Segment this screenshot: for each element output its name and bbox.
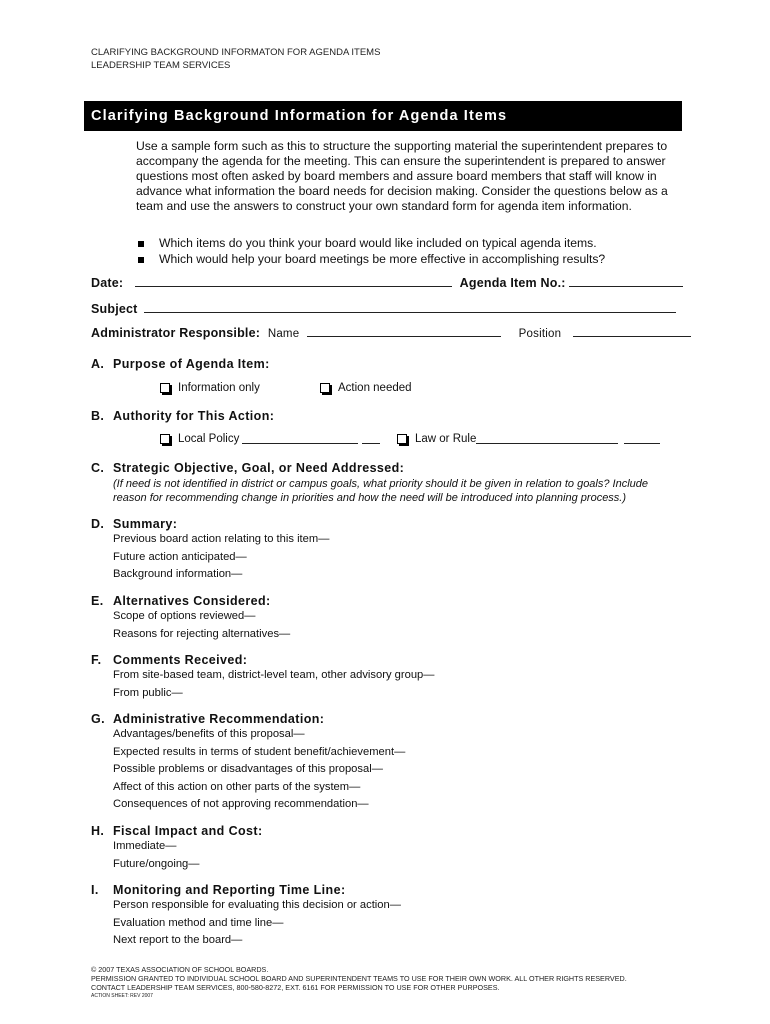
list-item: Evaluation method and time line— <box>113 916 284 929</box>
agenda-item-label: Agenda Item No.: <box>459 276 566 290</box>
section-e-items <box>113 608 290 643</box>
list-item: Previous board action relating to this item— <box>113 533 330 545</box>
subject-label: Subject <box>91 302 138 316</box>
date-row <box>91 276 679 290</box>
section-i-items <box>113 897 401 950</box>
bullet-item: Which items do you think your board would like included on typical agenda items. <box>136 236 676 252</box>
section-g-title: G. Administrative Recommendation: <box>91 712 325 726</box>
list-item: Expected results in terms of student benefit/achievement— <box>113 745 406 758</box>
list-item: Advantages/benefits of this proposal— <box>113 728 305 740</box>
list-item: Scope of options reviewed— <box>113 610 256 622</box>
section-h-title: H. Fiscal Impact and Cost: <box>91 824 263 838</box>
bullet-list <box>136 236 676 267</box>
footer-line: CONTACT LEADERSHIP TEAM SERVICES, 800-580-8272, EXT. 6161 FOR PERMISSION TO USE FOR OTHER PURPOSES. <box>91 983 500 992</box>
date-field[interactable] <box>135 277 452 287</box>
subject-row <box>91 302 679 316</box>
section-d-items <box>113 531 329 584</box>
bullet-item: Which would help your board meetings be more effective in accomplishing results? <box>136 252 676 268</box>
agenda-item-field[interactable] <box>569 277 683 287</box>
footer-line: © 2007 TEXAS ASSOCIATION OF SCHOOL BOARDS. <box>91 965 269 974</box>
section-e-title: E. Alternatives Considered: <box>91 594 271 608</box>
name-label: Name <box>267 328 300 340</box>
date-label: Date: <box>91 276 124 290</box>
law-or-rule-field-extra[interactable] <box>624 434 660 444</box>
section-a-title: A. Purpose of Agenda Item: <box>91 357 270 371</box>
section-h-items <box>113 838 199 873</box>
list-item: Next report to the board— <box>113 934 243 946</box>
list-item: Future/ongoing— <box>113 857 200 870</box>
administrator-label: Administrator Responsible: <box>91 326 261 340</box>
list-item: Background information— <box>113 568 243 580</box>
section-f-items <box>113 667 434 702</box>
name-field[interactable] <box>307 327 501 337</box>
list-item: Consequences of not approving recommendation— <box>113 798 369 810</box>
checkbox-icon <box>160 434 170 444</box>
list-item: Possible problems or disadvantages of this proposal— <box>113 763 383 775</box>
checkbox-icon <box>397 434 407 444</box>
checkbox-icon <box>160 383 170 393</box>
section-i-title: I. Monitoring and Reporting Time Line: <box>91 883 346 897</box>
list-item: From public— <box>113 686 183 699</box>
checkbox-local-policy[interactable]: Local Policy <box>160 433 380 445</box>
list-item: Person responsible for evaluating this decision or action— <box>113 899 401 911</box>
running-header <box>91 46 380 72</box>
list-item: Immediate— <box>113 840 177 852</box>
list-item: Reasons for rejecting alternatives— <box>113 627 291 640</box>
checkbox-information-only[interactable]: Information only <box>160 382 260 394</box>
section-f-title: F. Comments Received: <box>91 653 248 667</box>
section-d-title: D. Summary: <box>91 517 178 531</box>
footer-line: ACTION SHEET: REV 2007 <box>91 993 153 999</box>
list-item: Future action anticipated— <box>113 550 247 563</box>
footer <box>91 965 627 1001</box>
section-c-note: (If need is not identified in district or campus goals, what priority should it be given in relation to goals? Include reason for recommending change in priorities and how the need will be introduced into planning process.) <box>113 478 649 504</box>
intro-paragraph: Use a sample form such as this to structure the supporting material the superintendent prepares to accompany the agenda for the meeting. This can ensure the superintendent is prepared to answer questions most often asked by board members and assure board members that staff will know in advance what information the board needs for decision making. Consider the questions below as a team and use the answers to construct your own standard form for agenda item information. <box>136 139 668 213</box>
list-item: From site-based team, district-level team, other advisory group— <box>113 669 435 681</box>
list-item: Affect of this action on other parts of the system— <box>113 780 361 793</box>
page-title: Clarifying Background Information for Agenda Items <box>84 101 682 131</box>
section-b-title: B. Authority for This Action: <box>91 409 275 423</box>
position-field[interactable] <box>573 327 691 337</box>
subject-field[interactable] <box>144 303 676 313</box>
local-policy-field-extra[interactable] <box>362 434 380 444</box>
section-c-title: C. Strategic Objective, Goal, or Need Addressed: <box>91 461 405 475</box>
checkbox-action-needed[interactable]: Action needed <box>320 382 412 394</box>
law-or-rule-field[interactable] <box>476 434 618 444</box>
running-header-line: CLARIFYING BACKGROUND INFORMATON FOR AGENDA ITEMS <box>91 47 381 58</box>
position-label: Position <box>518 328 562 340</box>
checkbox-icon <box>320 383 330 393</box>
administrator-row <box>91 326 679 340</box>
running-header-line: LEADERSHIP TEAM SERVICES <box>91 60 231 71</box>
section-g-items <box>113 726 405 814</box>
footer-line: PERMISSION GRANTED TO INDIVIDUAL SCHOOL BOARD AND SUPERINTENDENT TEAMS TO USE FOR THEIR OWN WORK. ALL OTHER RIGHTS RESERVED. <box>91 974 627 983</box>
checkbox-law-or-rule[interactable]: Law or Rule <box>397 433 660 445</box>
local-policy-field[interactable] <box>242 434 358 444</box>
